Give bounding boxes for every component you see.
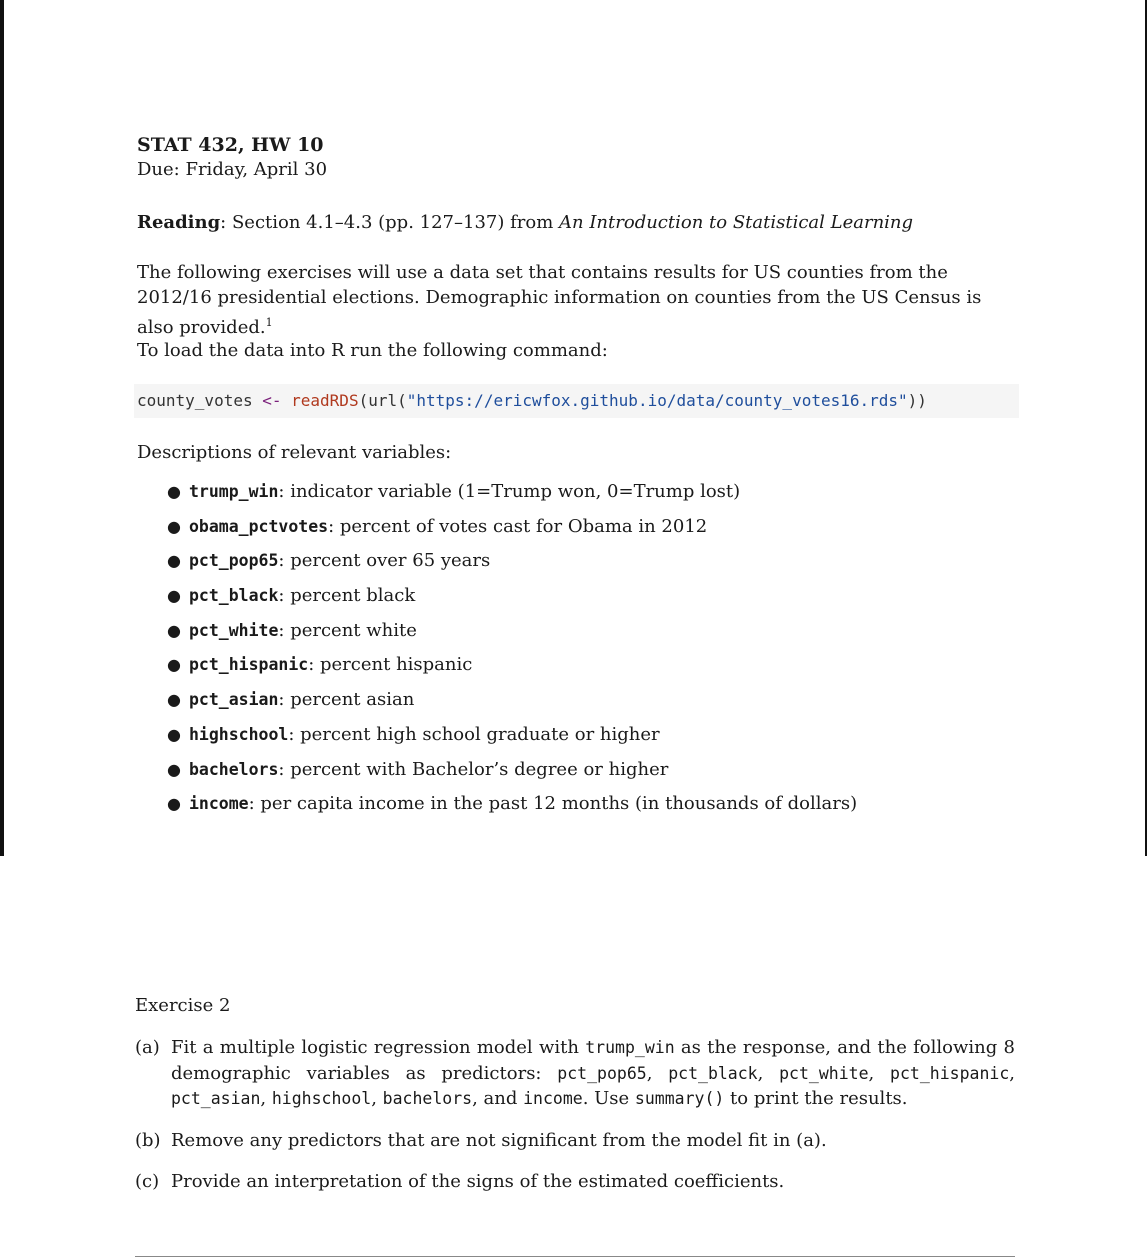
part-text: ,: [646, 1062, 669, 1084]
variable-name: obama_pctvotes: [189, 516, 329, 536]
variable-desc: : indicator variable (1=Trump won, 0=Trump lost): [278, 481, 741, 502]
code-assign: <-: [262, 391, 282, 410]
variable-desc: : percent over 65 years: [278, 550, 491, 572]
part-text: to print the results.: [724, 1088, 908, 1109]
variable-name: pct_hispanic: [189, 655, 309, 675]
list-item: [167, 547, 857, 582]
inline-code: income: [523, 1089, 583, 1108]
load-instruction: To load the data into R run the following command:: [137, 340, 608, 361]
exercise-part-b: [135, 1128, 1015, 1154]
bullet-icon: ●: [167, 724, 181, 744]
variable-name: pct_pop65: [189, 551, 279, 571]
code-close: )): [907, 391, 927, 410]
list-item: [167, 756, 857, 791]
variable-desc: : percent asian: [278, 689, 415, 711]
inline-code: pct_hispanic: [890, 1063, 1010, 1083]
part-label: (b): [135, 1129, 161, 1151]
list-item: [167, 686, 857, 721]
exercise-part-a: [135, 1035, 1015, 1112]
list-item: [167, 790, 857, 825]
inline-code: trump_win: [585, 1038, 675, 1057]
part-text: ,: [1009, 1062, 1015, 1084]
bullet-icon: ●: [167, 759, 181, 779]
variable-name: bachelors: [189, 759, 279, 779]
reading-label: Reading: [137, 212, 221, 233]
part-text: ,: [757, 1062, 780, 1084]
variable-desc: : percent high school graduate or higher: [288, 723, 660, 745]
inline-code: pct_pop65: [557, 1063, 647, 1083]
inline-code: bachelors: [382, 1089, 473, 1108]
bullet-icon: ●: [167, 794, 181, 814]
part-label: (a): [135, 1037, 160, 1058]
inline-code: summary(): [634, 1089, 725, 1108]
part-text: Fit a multiple logistic regression model with: [171, 1037, 586, 1058]
part-label: (c): [135, 1171, 160, 1192]
inline-code: highschool: [271, 1089, 372, 1108]
variable-name: income: [189, 794, 249, 814]
homework-page: [137, 132, 1017, 815]
list-item: [167, 478, 857, 513]
variable-name: pct_asian: [189, 690, 279, 710]
bullet-icon: ●: [167, 551, 181, 571]
variable-desc: : per capita income in the past 12 months (in thousands of dollars): [248, 793, 858, 815]
part-text: Remove any predictors that are not significant from the model fit in (a).: [171, 1129, 827, 1151]
inline-code: pct_asian: [171, 1089, 261, 1108]
page-border-left: [0, 0, 4, 856]
bullet-icon: ●: [167, 690, 181, 710]
list-item: [167, 721, 857, 756]
code-url: "https://ericwfox.github.io/data/county_votes16.rds": [406, 391, 908, 410]
exercise-items: [135, 1035, 1015, 1195]
hw-title: STAT 432, HW 10: [137, 134, 324, 156]
bullet-icon: ●: [167, 620, 181, 640]
part-text: ,: [260, 1088, 272, 1109]
list-item: [167, 513, 857, 548]
part-text: ,: [371, 1088, 383, 1109]
list-item: [167, 582, 857, 617]
exercise-title: Exercise 2: [135, 995, 231, 1016]
variable-desc: : percent white: [278, 619, 417, 641]
part-text: as the response, and the following 8 demographic variables as predictors:: [171, 1037, 1015, 1084]
variable-name: pct_black: [189, 586, 279, 606]
reading-line: [137, 210, 913, 235]
variable-name: trump_win: [189, 482, 279, 501]
part-text: , and: [472, 1088, 524, 1109]
code-open: (url(: [358, 391, 407, 410]
bullet-icon: ●: [167, 655, 181, 675]
code-block: [134, 384, 1019, 418]
intro-paragraph: [137, 260, 1017, 340]
book-title: An Introduction to Statistical Learning: [559, 212, 914, 233]
exercise-part-c: [135, 1169, 1015, 1195]
bullet-icon: ●: [167, 482, 181, 501]
reading-text: : Section 4.1–4.3 (pp. 127–137) from: [220, 212, 559, 233]
variable-name: pct_white: [189, 620, 279, 640]
code-function: readRDS: [291, 391, 359, 410]
part-text: . Use: [582, 1088, 635, 1109]
variable-list: [167, 478, 857, 825]
inline-code: pct_black: [668, 1063, 758, 1083]
bottom-rule: [135, 1256, 1015, 1257]
bullet-icon: ●: [167, 586, 181, 606]
variable-desc: : percent black: [278, 585, 416, 607]
list-item: [167, 651, 857, 686]
inline-code: pct_white: [779, 1063, 869, 1083]
list-item: [167, 617, 857, 652]
code-var: county_votes: [137, 391, 253, 410]
due-date: Due: Friday, April 30: [137, 159, 328, 180]
variable-desc: : percent hispanic: [308, 654, 473, 676]
intro-text: The following exercises will use a data set that contains results for US counties from the 2012/16 presidential elections. Demographic information on counties from the US Census is also provided.: [137, 262, 982, 338]
descriptions-heading: Descriptions of relevant variables:: [137, 442, 452, 463]
variable-name: highschool: [189, 724, 289, 744]
exercise-section: [135, 993, 1015, 1192]
bullet-icon: ●: [167, 516, 181, 536]
variable-desc: : percent with Bachelor’s degree or higher: [278, 758, 669, 780]
part-text: Provide an interpretation of the signs of the estimated coefficients.: [171, 1171, 785, 1192]
footnote-mark: 1: [265, 316, 273, 329]
variable-desc: : percent of votes cast for Obama in 2012: [328, 515, 708, 537]
part-text: ,: [868, 1062, 891, 1084]
